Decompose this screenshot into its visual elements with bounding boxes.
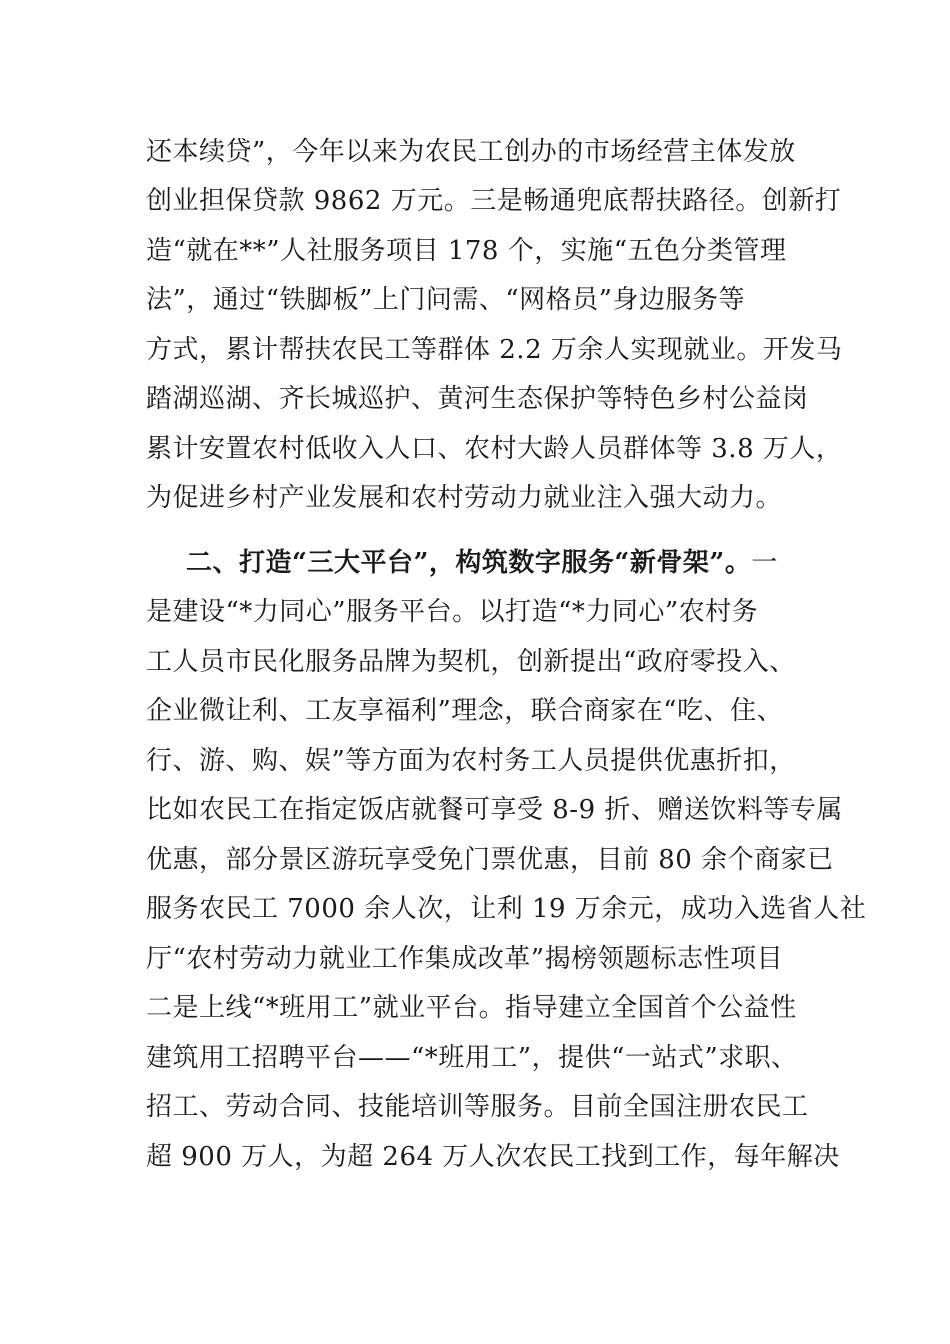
section-heading-line [186, 548, 778, 578]
paragraph-line: 行、游、购、娱”等方面为农村务工人员提供优惠折扣， [146, 746, 796, 776]
paragraph-line: 超 900 万人，为超 264 万人次农民工找到工作，每年解决 [146, 1142, 840, 1172]
paragraph-line: 踏湖巡湖、齐长城巡护、黄河生态保护等特色乡村公益岗 [146, 384, 809, 414]
paragraph-line: 方式，累计帮扶农民工等群体 2.2 万余人实现就业。开发马 [146, 335, 843, 365]
paragraph-line: 还本续贷”，今年以来为农民工创办的市场经营主体发放 [146, 137, 796, 167]
paragraph-line: 优惠，部分景区游玩享受免门票优惠，目前 80 余个商家已 [146, 845, 834, 875]
section-heading: 二、打造“三大平台”，构筑数字服务“新骨架”。 [186, 548, 752, 578]
paragraph-line: 招工、劳动合同、技能培训等服务。目前全国注册农民工 [146, 1092, 809, 1122]
paragraph-line: 二是上线“*班用工”就业平台。指导建立全国首个公益性 [146, 993, 797, 1023]
paragraph-line: 比如农民工在指定饭店就餐可享受 8-9 折、赠送饮料等专属 [146, 795, 843, 825]
paragraph-line: 创业担保贷款 9862 万元。三是畅通兜底帮扶路径。创新打 [146, 186, 842, 216]
paragraph-line: 累计安置农村低收入人口、农村大龄人员群体等 3.8 万人， [146, 434, 843, 464]
paragraph-line: 是建设“*力同心”服务平台。以打造“*力同心”农村务 [146, 597, 759, 627]
paragraph-line: 服务农民工 7000 余人次，让利 19 万余元，成功入选省人社 [146, 894, 867, 924]
heading-tail-text: 一 [751, 548, 778, 578]
paragraph-line: 企业微让利、工友享福利”理念，联合商家在“吃、住、 [146, 696, 784, 726]
paragraph-line: 法”，通过“铁脚板”上门问需、“网格员”身边服务等 [146, 285, 745, 315]
paragraph-line: 工人员市民化服务品牌为契机，创新提出“政府零投入、 [146, 647, 796, 677]
paragraph-line: 建筑用工招聘平台——“*班用工”，提供“一站式”求职、 [146, 1043, 798, 1073]
paragraph-line: 为促进乡村产业发展和农村劳动力就业注入强大动力。 [146, 483, 783, 513]
paragraph-line: 造“就在**”人社服务项目 178 个，实施“五色分类管理 [146, 236, 787, 266]
paragraph-line: 厅“农村劳动力就业工作集成改革”揭榜领题标志性项目 [146, 944, 784, 974]
